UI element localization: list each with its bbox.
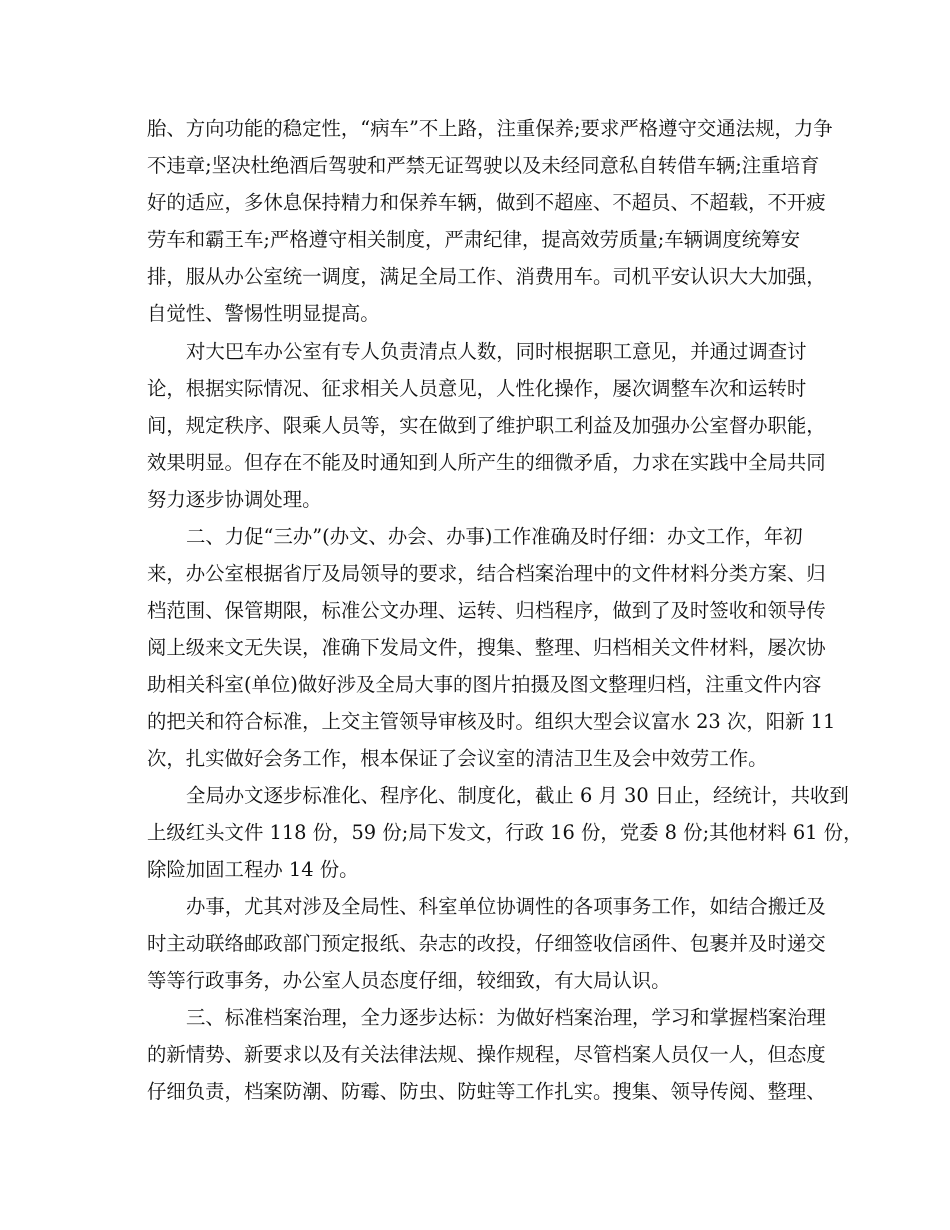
text-line: 排，服从办公室统一调度，满足全局工作、消费用车。司机平安认识大大加强， [147,265,826,288]
text-line: 间，规定秩序、限乘人员等，实在做到了维护职工利益及加强办公室督办职能， [147,414,826,437]
paragraph-first-line: 三、标准档案治理，全力逐步达标：为做好档案治理，学习和掌握档案治理 [186,1006,826,1029]
paragraph-first-line: 全局办文逐步标准化、程序化、制度化，截止 6 月 30 日止，经统计，共收到 [186,784,849,807]
paragraph-first-line: 办事，尤其对涉及全局性、科室单位协调性的各项事务工作，如结合搬迁及 [186,895,826,918]
text-line: 仔细负责，档案防潮、防霉、防虫、防蛀等工作扎实。搜集、领导传阅、整理、 [147,1080,826,1103]
text-line: 的新情势、新要求以及有关法律法规、操作规程，尽管档案人员仅一人，但态度 [147,1043,826,1066]
text-line: 效果明显。但存在不能及时通知到人所产生的细微矛盾，力求在实践中全局共同 [147,451,826,474]
text-line: 阅上级来文无失误，准确下发局文件，搜集、整理、归档相关文件材料，屡次协 [147,636,826,659]
text-line: 劳车和霸王车;严格遵守相关制度，严肃纪律，提高效劳质量;车辆调度统筹安 [147,228,800,251]
text-line: 时主动联络邮政部门预定报纸、杂志的改投，仔细签收信函件、包裹并及时递交 [147,932,826,955]
paragraph-first-line: 二、力促“三办”(办文、办会、办事)工作准确及时仔细：办文工作，年初 [186,525,803,548]
text-line: 的把关和符合标准，上交主管领导审核及时。组织大型会议富水 23 次，阳新 11 [147,710,836,733]
text-line: 次，扎实做好会务工作，根本保证了会议室的清洁卫生及会中效劳工作。 [147,747,768,770]
text-line: 不违章;坚决杜绝酒后驾驶和严禁无证驾驶以及未经同意私自转借车辆;注重培育 [147,154,820,177]
text-line: 来，办公室根据省厅及局领导的要求，结合档案治理中的文件材料分类方案、归 [147,562,826,585]
text-line: 自觉性、警惕性明显提高。 [147,302,380,325]
text-line: 论，根据实际情况、征求相关人员意见，人性化操作，屡次调整车次和运转时 [147,377,807,400]
paragraph-first-line: 对大巴车办公室有专人负责清点人数，同时根据职工意见，并通过调查讨 [186,340,807,363]
text-line: 助相关科室(单位)做好涉及全局大事的图片拍摄及图文整理归档，注重文件内容 [147,673,822,696]
text-line: 努力逐步协调处理。 [147,488,322,511]
text-line: 档范围、保管期限，标准公文办理、运转、归档程序，做到了及时签收和领导传 [147,599,826,622]
text-line: 除险加固工程办 14 份。 [147,858,359,881]
text-line: 上级红头文件 118 份，59 份;局下发文，行政 16 份，党委 8 份;其他材料 61 份， [147,821,863,844]
text-line: 好的适应，多休息保持精力和保养车辆，做到不超座、不超员、不超载，不开疲 [147,191,826,214]
text-line: 等等行政事务，办公室人员态度仔细，较细致，有大局认识。 [147,969,671,992]
text-line: 胎、方向功能的稳定性，“病车”不上路，注重保养;要求严格遵守交通法规，力争 [147,117,833,140]
